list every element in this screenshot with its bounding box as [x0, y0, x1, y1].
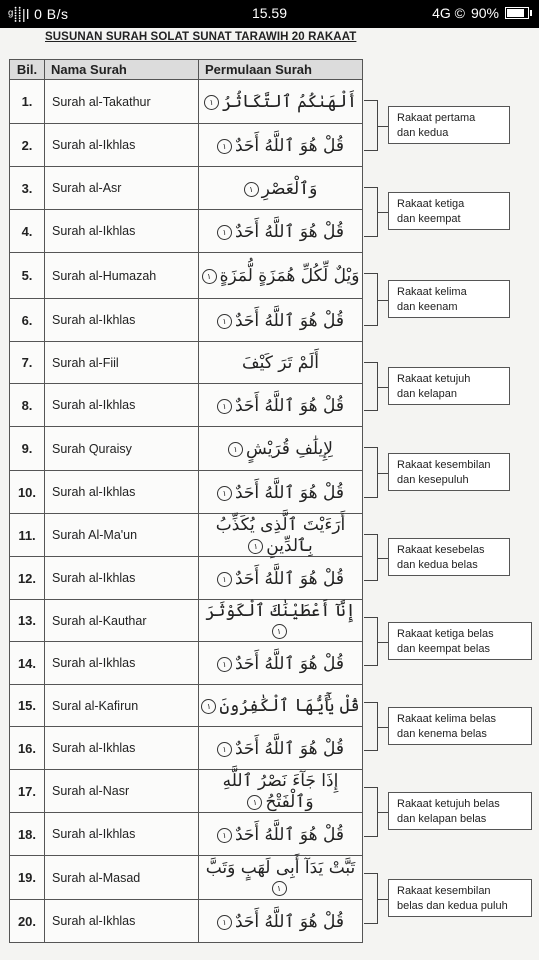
- table-row: [10, 856, 363, 900]
- status-icons: [432, 5, 529, 21]
- rakaat-note: [388, 280, 510, 318]
- header-bil: Bil.: [10, 60, 45, 80]
- surah-opening-verse: [199, 427, 363, 471]
- ayah-number-icon: ١: [248, 539, 263, 554]
- row-number: 5.: [10, 253, 45, 299]
- rakaat-note: [388, 879, 532, 917]
- surah-name: Surah al-Nasr: [45, 770, 199, 813]
- bracket-connector: [364, 100, 378, 151]
- ayah-number-icon: ١: [217, 742, 232, 757]
- surah-opening-verse: [199, 727, 363, 770]
- surah-name: Surah al-Ikhlas: [45, 642, 199, 685]
- surah-opening-verse: [199, 813, 363, 856]
- row-number: 2.: [10, 124, 45, 167]
- surah-name: Surah al-Ikhlas: [45, 900, 199, 943]
- surah-name: Surah al-Ikhlas: [45, 471, 199, 514]
- note-line-1: Rakaat ketujuh belas: [397, 798, 500, 810]
- rakaat-note: [388, 106, 510, 144]
- surah-opening-verse: [199, 642, 363, 685]
- table-row: [10, 80, 363, 124]
- table-header-row: [10, 60, 363, 80]
- rakaat-note: [388, 538, 510, 576]
- table-row: [10, 727, 363, 770]
- table-row: [10, 471, 363, 514]
- surah-opening-verse: [199, 253, 363, 299]
- verse-text: قُلْ هُوَ ٱللَّهُ أَحَدٌ: [235, 310, 344, 331]
- ayah-number-icon: ١: [217, 828, 232, 843]
- note-line-2: dan kelapan belas: [397, 813, 487, 825]
- rakaat-note: [388, 453, 510, 491]
- note-line-1: Rakaat kesebelas: [397, 543, 485, 556]
- row-number: 19.: [10, 856, 45, 900]
- status-bar: [0, 0, 539, 28]
- surah-name: Surah al-Kauthar: [45, 600, 199, 642]
- surah-name: Surah al-Takathur: [45, 80, 199, 124]
- surah-name: Surah al-Asr: [45, 167, 199, 210]
- ayah-number-icon: ١: [217, 314, 232, 329]
- table-row: [10, 514, 363, 557]
- rakaat-note: [388, 367, 510, 405]
- table-row: [10, 685, 363, 727]
- verse-text: قُلْ هُوَ ٱللَّهُ أَحَدٌ: [235, 568, 344, 589]
- row-number: 16.: [10, 727, 45, 770]
- ayah-number-icon: ١: [272, 881, 287, 896]
- surah-opening-verse: [199, 557, 363, 600]
- surah-name: Sural al-Kafirun: [45, 685, 199, 727]
- row-number: 4.: [10, 210, 45, 253]
- network-type-icon: 4G ©: [432, 5, 465, 21]
- row-number: 7.: [10, 342, 45, 384]
- row-number: 10.: [10, 471, 45, 514]
- note-line-1: Rakaat ketujuh: [397, 372, 471, 385]
- bracket-connector: [364, 534, 378, 581]
- table-row: [10, 299, 363, 342]
- ayah-number-icon: ١: [201, 699, 216, 714]
- note-line-1: Rakaat kelima belas: [397, 712, 497, 725]
- surah-name: Surah al-Ikhlas: [45, 813, 199, 856]
- verse-text: وَيْلٌ لِّكُلِّ هُمَزَةٍ لُّمَزَةٍ: [219, 265, 360, 286]
- ayah-number-icon: ١: [217, 139, 232, 154]
- verse-text: أَلَمْ تَرَ كَيْفَ: [242, 352, 319, 373]
- table-row: [10, 642, 363, 685]
- bracket-connector: [364, 873, 378, 924]
- surah-opening-verse: [199, 856, 363, 900]
- table-row: [10, 167, 363, 210]
- clock: 15.59: [251, 5, 288, 21]
- verse-text: قُلْ يَٰٓأَيُّهَا ٱلْكَٰفِرُونَ: [219, 696, 360, 716]
- surah-opening-verse: [199, 299, 363, 342]
- note-line-1: Rakaat kelima: [397, 285, 467, 298]
- row-number: 12.: [10, 557, 45, 600]
- surah-name: Surah al-Fiil: [45, 342, 199, 384]
- ayah-number-icon: ١: [217, 657, 232, 672]
- surah-opening-verse: [199, 471, 363, 514]
- row-number: 13.: [10, 600, 45, 642]
- surah-table: [9, 59, 363, 943]
- note-line-2: dan keenam: [397, 300, 458, 313]
- verse-text: قُلْ هُوَ ٱللَّهُ أَحَدٌ: [235, 482, 344, 503]
- surah-name: Surah al-Humazah: [45, 253, 199, 299]
- row-number: 14.: [10, 642, 45, 685]
- verse-text: إِنَّآ أَعْطَيْنَٰكَ ٱلْكَوْثَرَ: [205, 601, 356, 621]
- row-number: 18.: [10, 813, 45, 856]
- battery-percent: 90%: [470, 5, 499, 21]
- verse-text: إِذَا جَآءَ نَصْرُ ٱللَّهِ وَٱلْفَتْحُ: [222, 771, 339, 812]
- surah-name: Surah al-Ikhlas: [45, 299, 199, 342]
- surah-opening-verse: [199, 600, 363, 642]
- table-row: [10, 384, 363, 427]
- note-line-2: dan kedua belas: [397, 558, 478, 571]
- table-row: [10, 600, 363, 642]
- document-title: SUSUNAN SURAH SOLAT SUNAT TARAWIH 20 RAKAAT: [45, 31, 357, 43]
- table-row: [10, 557, 363, 600]
- note-line-1: Rakaat pertama: [397, 111, 476, 124]
- verse-text: قُلْ هُوَ ٱللَّهُ أَحَدٌ: [235, 738, 344, 759]
- note-line-1: Rakaat kesembilan: [397, 458, 491, 471]
- header-nama-surah: Nama Surah: [45, 60, 199, 80]
- surah-opening-verse: [199, 124, 363, 167]
- network-speed: ᵍ⸽⸽|l 0 B/s: [8, 6, 69, 22]
- verse-text: قُلْ هُوَ ٱللَّهُ أَحَدٌ: [235, 395, 344, 416]
- surah-name: Surah al-Ikhlas: [45, 557, 199, 600]
- table-row: [10, 210, 363, 253]
- verse-text: وَٱلْعَصْرِ: [261, 178, 318, 199]
- bracket-connector: [364, 787, 378, 837]
- verse-text: أَلْهَىٰكُمُ ٱلتَّكَاثُرُ: [222, 92, 357, 112]
- rakaat-note: [388, 707, 532, 745]
- verse-text: قُلْ هُوَ ٱللَّهُ أَحَدٌ: [235, 824, 344, 845]
- bracket-connector: [364, 702, 378, 751]
- surah-opening-verse: [199, 384, 363, 427]
- table-row: [10, 124, 363, 167]
- rakaat-note: [388, 192, 510, 230]
- note-line-1: Rakaat ketiga: [397, 198, 465, 210]
- surah-name: Surah Quraisy: [45, 427, 199, 471]
- surah-opening-verse: [199, 770, 363, 813]
- ayah-number-icon: ١: [217, 225, 232, 240]
- note-line-1: Rakaat kesembilan: [397, 884, 491, 897]
- ayah-number-icon: ١: [217, 915, 232, 930]
- verse-text: قُلْ هُوَ ٱللَّهُ أَحَدٌ: [235, 911, 344, 932]
- ayah-number-icon: ١: [202, 269, 217, 284]
- table-row: [10, 770, 363, 813]
- ayah-number-icon: ١: [272, 624, 287, 639]
- ayah-number-icon: ١: [204, 95, 219, 110]
- header-permulaan-surah: Permulaan Surah: [199, 60, 363, 80]
- table-row: [10, 253, 363, 299]
- surah-name: Surah al-Ikhlas: [45, 210, 199, 253]
- row-number: 9.: [10, 427, 45, 471]
- surah-opening-verse: [199, 514, 363, 557]
- note-line-2: dan keempat: [397, 213, 461, 225]
- table-row: [10, 900, 363, 943]
- note-line-2: dan kelapan: [397, 387, 457, 400]
- bracket-connector: [364, 362, 378, 411]
- row-number: 17.: [10, 770, 45, 813]
- verse-text: قُلْ هُوَ ٱللَّهُ أَحَدٌ: [235, 135, 344, 156]
- note-line-2: dan kenema belas: [397, 727, 487, 740]
- ayah-number-icon: ١: [217, 399, 232, 414]
- surah-name: Surah al-Ikhlas: [45, 727, 199, 770]
- table-row: [10, 427, 363, 471]
- surah-opening-verse: [199, 210, 363, 253]
- bracket-connector: [364, 273, 378, 326]
- verse-text: لِإِيلَٰفِ قُرَيْشٍ: [246, 438, 333, 459]
- ayah-number-icon: ١: [228, 442, 243, 457]
- table-row: [10, 813, 363, 856]
- row-number: 8.: [10, 384, 45, 427]
- note-line-2: belas dan kedua puluh: [397, 899, 508, 912]
- row-number: 6.: [10, 299, 45, 342]
- note-line-2: dan kedua: [397, 126, 449, 139]
- ayah-number-icon: ١: [217, 572, 232, 587]
- battery-icon: [505, 7, 529, 19]
- surah-opening-verse: [199, 342, 363, 384]
- rakaat-note: [388, 792, 532, 830]
- surah-name: Surah al-Ikhlas: [45, 384, 199, 427]
- row-number: 1.: [10, 80, 45, 124]
- row-number: 11.: [10, 514, 45, 557]
- note-line-2: dan kesepuluh: [397, 473, 469, 486]
- table-row: [10, 342, 363, 384]
- note-line-1: Rakaat ketiga belas: [397, 627, 494, 640]
- ayah-number-icon: ١: [247, 795, 262, 810]
- surah-opening-verse: [199, 80, 363, 124]
- verse-text: أَرَءَيْتَ ٱلَّذِى يُكَذِّبُ بِٱلدِّينِ: [215, 515, 346, 556]
- verse-text: قُلْ هُوَ ٱللَّهُ أَحَدٌ: [235, 221, 344, 242]
- bracket-connector: [364, 187, 378, 237]
- surah-name: Surah al-Masad: [45, 856, 199, 900]
- note-line-2: dan keempat belas: [397, 642, 490, 655]
- bracket-connector: [364, 617, 378, 666]
- ayah-number-icon: ١: [217, 486, 232, 501]
- rakaat-note: [388, 622, 532, 660]
- surah-opening-verse: [199, 900, 363, 943]
- verse-text: تَبَّتْ يَدَآ أَبِى لَهَبٍ وَتَبَّ: [205, 857, 356, 878]
- surah-name: Surah al-Ikhlas: [45, 124, 199, 167]
- surah-opening-verse: [199, 167, 363, 210]
- bracket-connector: [364, 447, 378, 498]
- row-number: 20.: [10, 900, 45, 943]
- surah-opening-verse: [199, 685, 363, 727]
- ayah-number-icon: ١: [244, 182, 259, 197]
- surah-name: Surah Al-Ma'un: [45, 514, 199, 557]
- verse-text: قُلْ هُوَ ٱللَّهُ أَحَدٌ: [235, 653, 344, 674]
- row-number: 3.: [10, 167, 45, 210]
- row-number: 15.: [10, 685, 45, 727]
